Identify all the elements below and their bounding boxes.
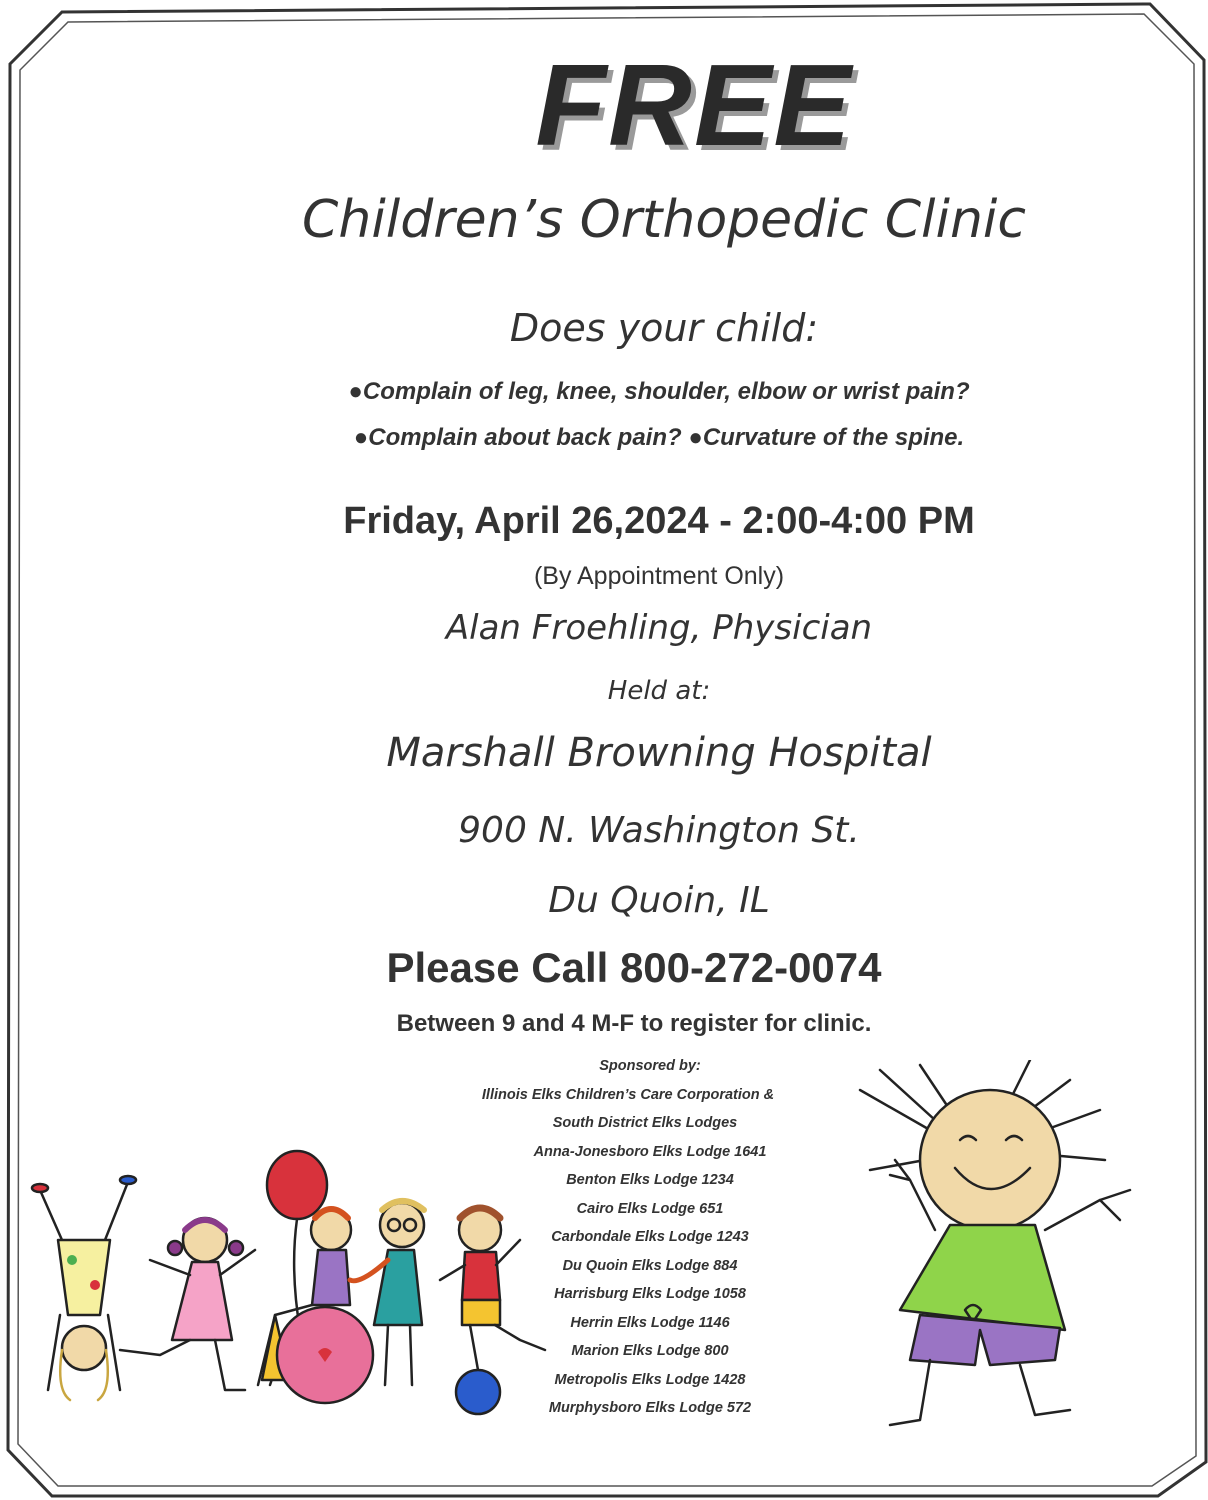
sponsor-line: Cairo Elks Lodge 651: [576, 1200, 724, 1217]
address-city: Du Quoin, IL: [548, 880, 770, 921]
sponsor-line: Metropolis Elks Lodge 1428: [554, 1371, 746, 1388]
question-heading: Does your child:: [509, 306, 819, 350]
sponsor-heading: Sponsored by:: [599, 1058, 701, 1074]
sponsor-line: Murphysboro Elks Lodge 572: [548, 1400, 752, 1416]
sponsor-line: Harrisburg Elks Lodge 1058: [554, 1286, 746, 1302]
held-at-label: Held at:: [607, 676, 711, 706]
sponsor-line: South District Elks Lodges: [552, 1115, 738, 1131]
symptom-bullet-1: ●Complain of leg, knee, shoulder, elbow or wrist pain?: [348, 378, 970, 405]
children-playing-illustration: [0, 1100, 580, 1430]
sponsor-line: Anna-Jonesboro Elks Lodge 1641: [533, 1143, 767, 1160]
sponsor-line: Benton Elks Lodge 1234: [566, 1172, 734, 1188]
sponsor-line: Herrin Elks Lodge 1146: [570, 1314, 730, 1331]
physician-name: Alan Froehling, Physician: [445, 608, 873, 648]
headline-free: FREE: [535, 40, 853, 170]
symptom-bullet-2: ●Complain about back pain? ●Curvature of the spine.: [353, 424, 965, 451]
sponsor-line: Carbondale Elks Lodge 1243: [551, 1229, 749, 1245]
phone-call-line: Please Call 800-272-0074: [386, 944, 882, 991]
sponsor-line: Marion Elks Lodge 800: [571, 1343, 729, 1359]
clinic-title: Children’s Orthopedic Clinic: [302, 190, 1026, 250]
call-hours: Between 9 and 4 M-F to register for clinic.: [396, 1010, 872, 1037]
appointment-note: (By Appointment Only): [533, 562, 785, 590]
hospital-name: Marshall Browning Hospital: [386, 730, 932, 776]
sponsor-line: Illinois Elks Children’s Care Corporation &: [481, 1086, 775, 1103]
address-street: 900 N. Washington St.: [458, 810, 860, 851]
happy-child-illustration: [830, 1060, 1160, 1440]
event-date: Friday, April 26,2024 - 2:00-4:00 PM: [343, 500, 975, 542]
sponsor-line: Du Quoin Elks Lodge 884: [562, 1257, 738, 1274]
